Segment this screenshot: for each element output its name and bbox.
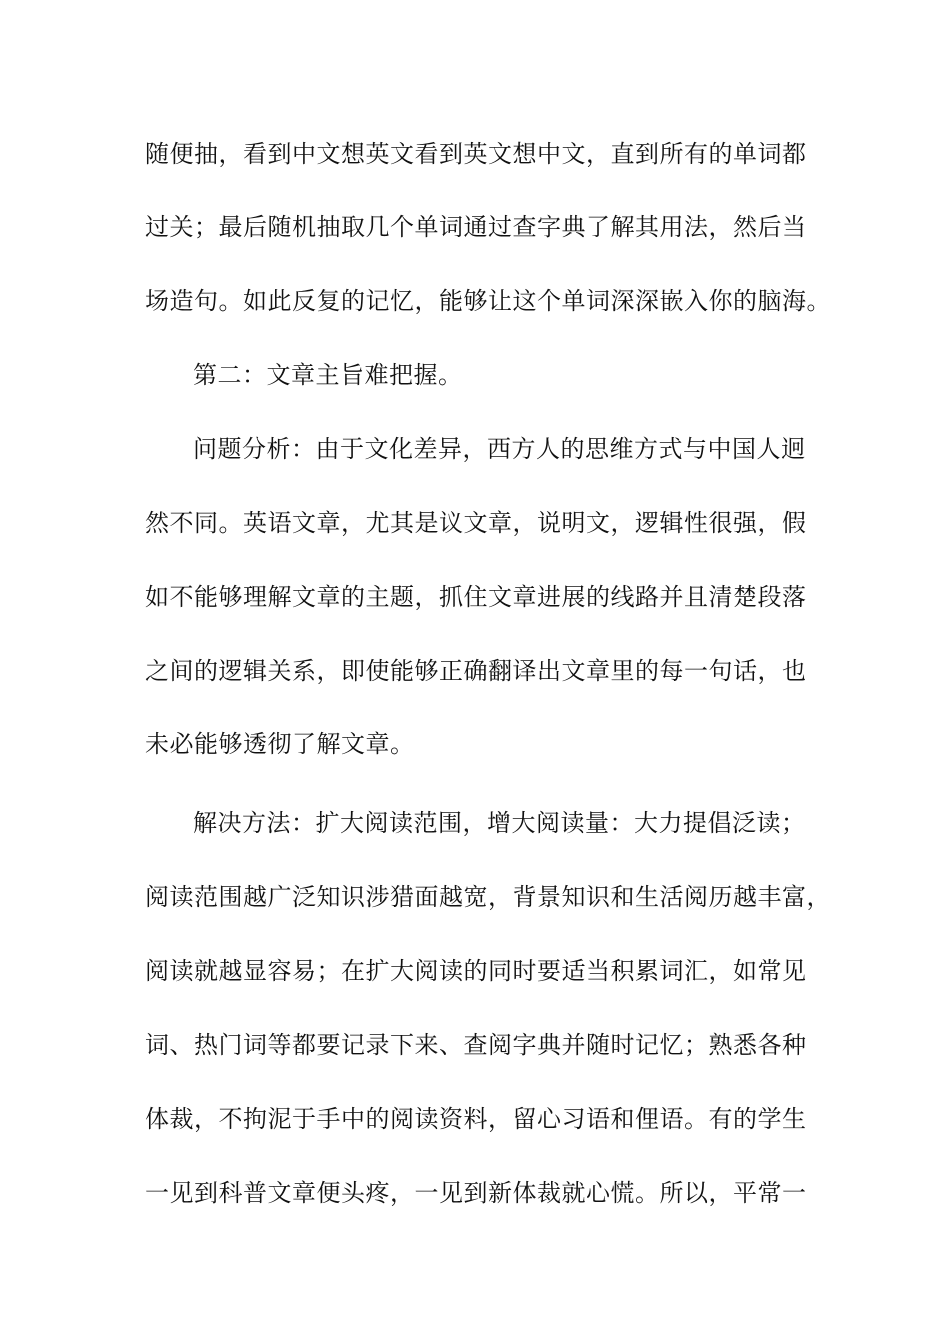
text-line: 然不同。英语文章，尤其是议文章，说明文，逻辑性很强，假 <box>145 509 807 537</box>
text-line: 问题分析：由于文化差异，西方人的思维方式与中国人迥 <box>193 435 806 463</box>
section-heading: 第二：文章主旨难把握。 <box>193 361 463 389</box>
text-line: 阅读就越显容易；在扩大阅读的同时要适当积累词汇，如常见 <box>145 957 807 985</box>
text-line: 未必能够透彻了解文章。 <box>145 730 415 758</box>
text-line: 体裁，不拘泥于手中的阅读资料，留心习语和俚语。有的学生 <box>145 1105 807 1133</box>
text-line: 一见到科普文章便头疼，一见到新体裁就心慌。所以，平常一 <box>145 1179 807 1207</box>
text-line: 随便抽，看到中文想英文看到英文想中文，直到所有的单词都 <box>145 140 807 168</box>
text-line: 过关；最后随机抽取几个单词通过查字典了解其用法，然后当 <box>145 213 807 241</box>
text-line: 之间的逻辑关系，即使能够正确翻译出文章里的每一句话，也 <box>145 657 807 685</box>
text-line: 场造句。如此反复的记忆，能够让这个单词深深嵌入你的脑海。 <box>145 287 831 315</box>
text-line: 解决方法：扩大阅读范围，增大阅读量：大力提倡泛读； <box>193 809 806 837</box>
text-line: 阅读范围越广泛知识涉猎面越宽，背景知识和生活阅历越丰富， <box>145 883 831 911</box>
text-line: 词、热门词等都要记录下来、查阅字典并随时记忆；熟悉各种 <box>145 1031 807 1059</box>
text-line: 如不能够理解文章的主题，抓住文章进展的线路并且清楚段落 <box>145 583 807 611</box>
